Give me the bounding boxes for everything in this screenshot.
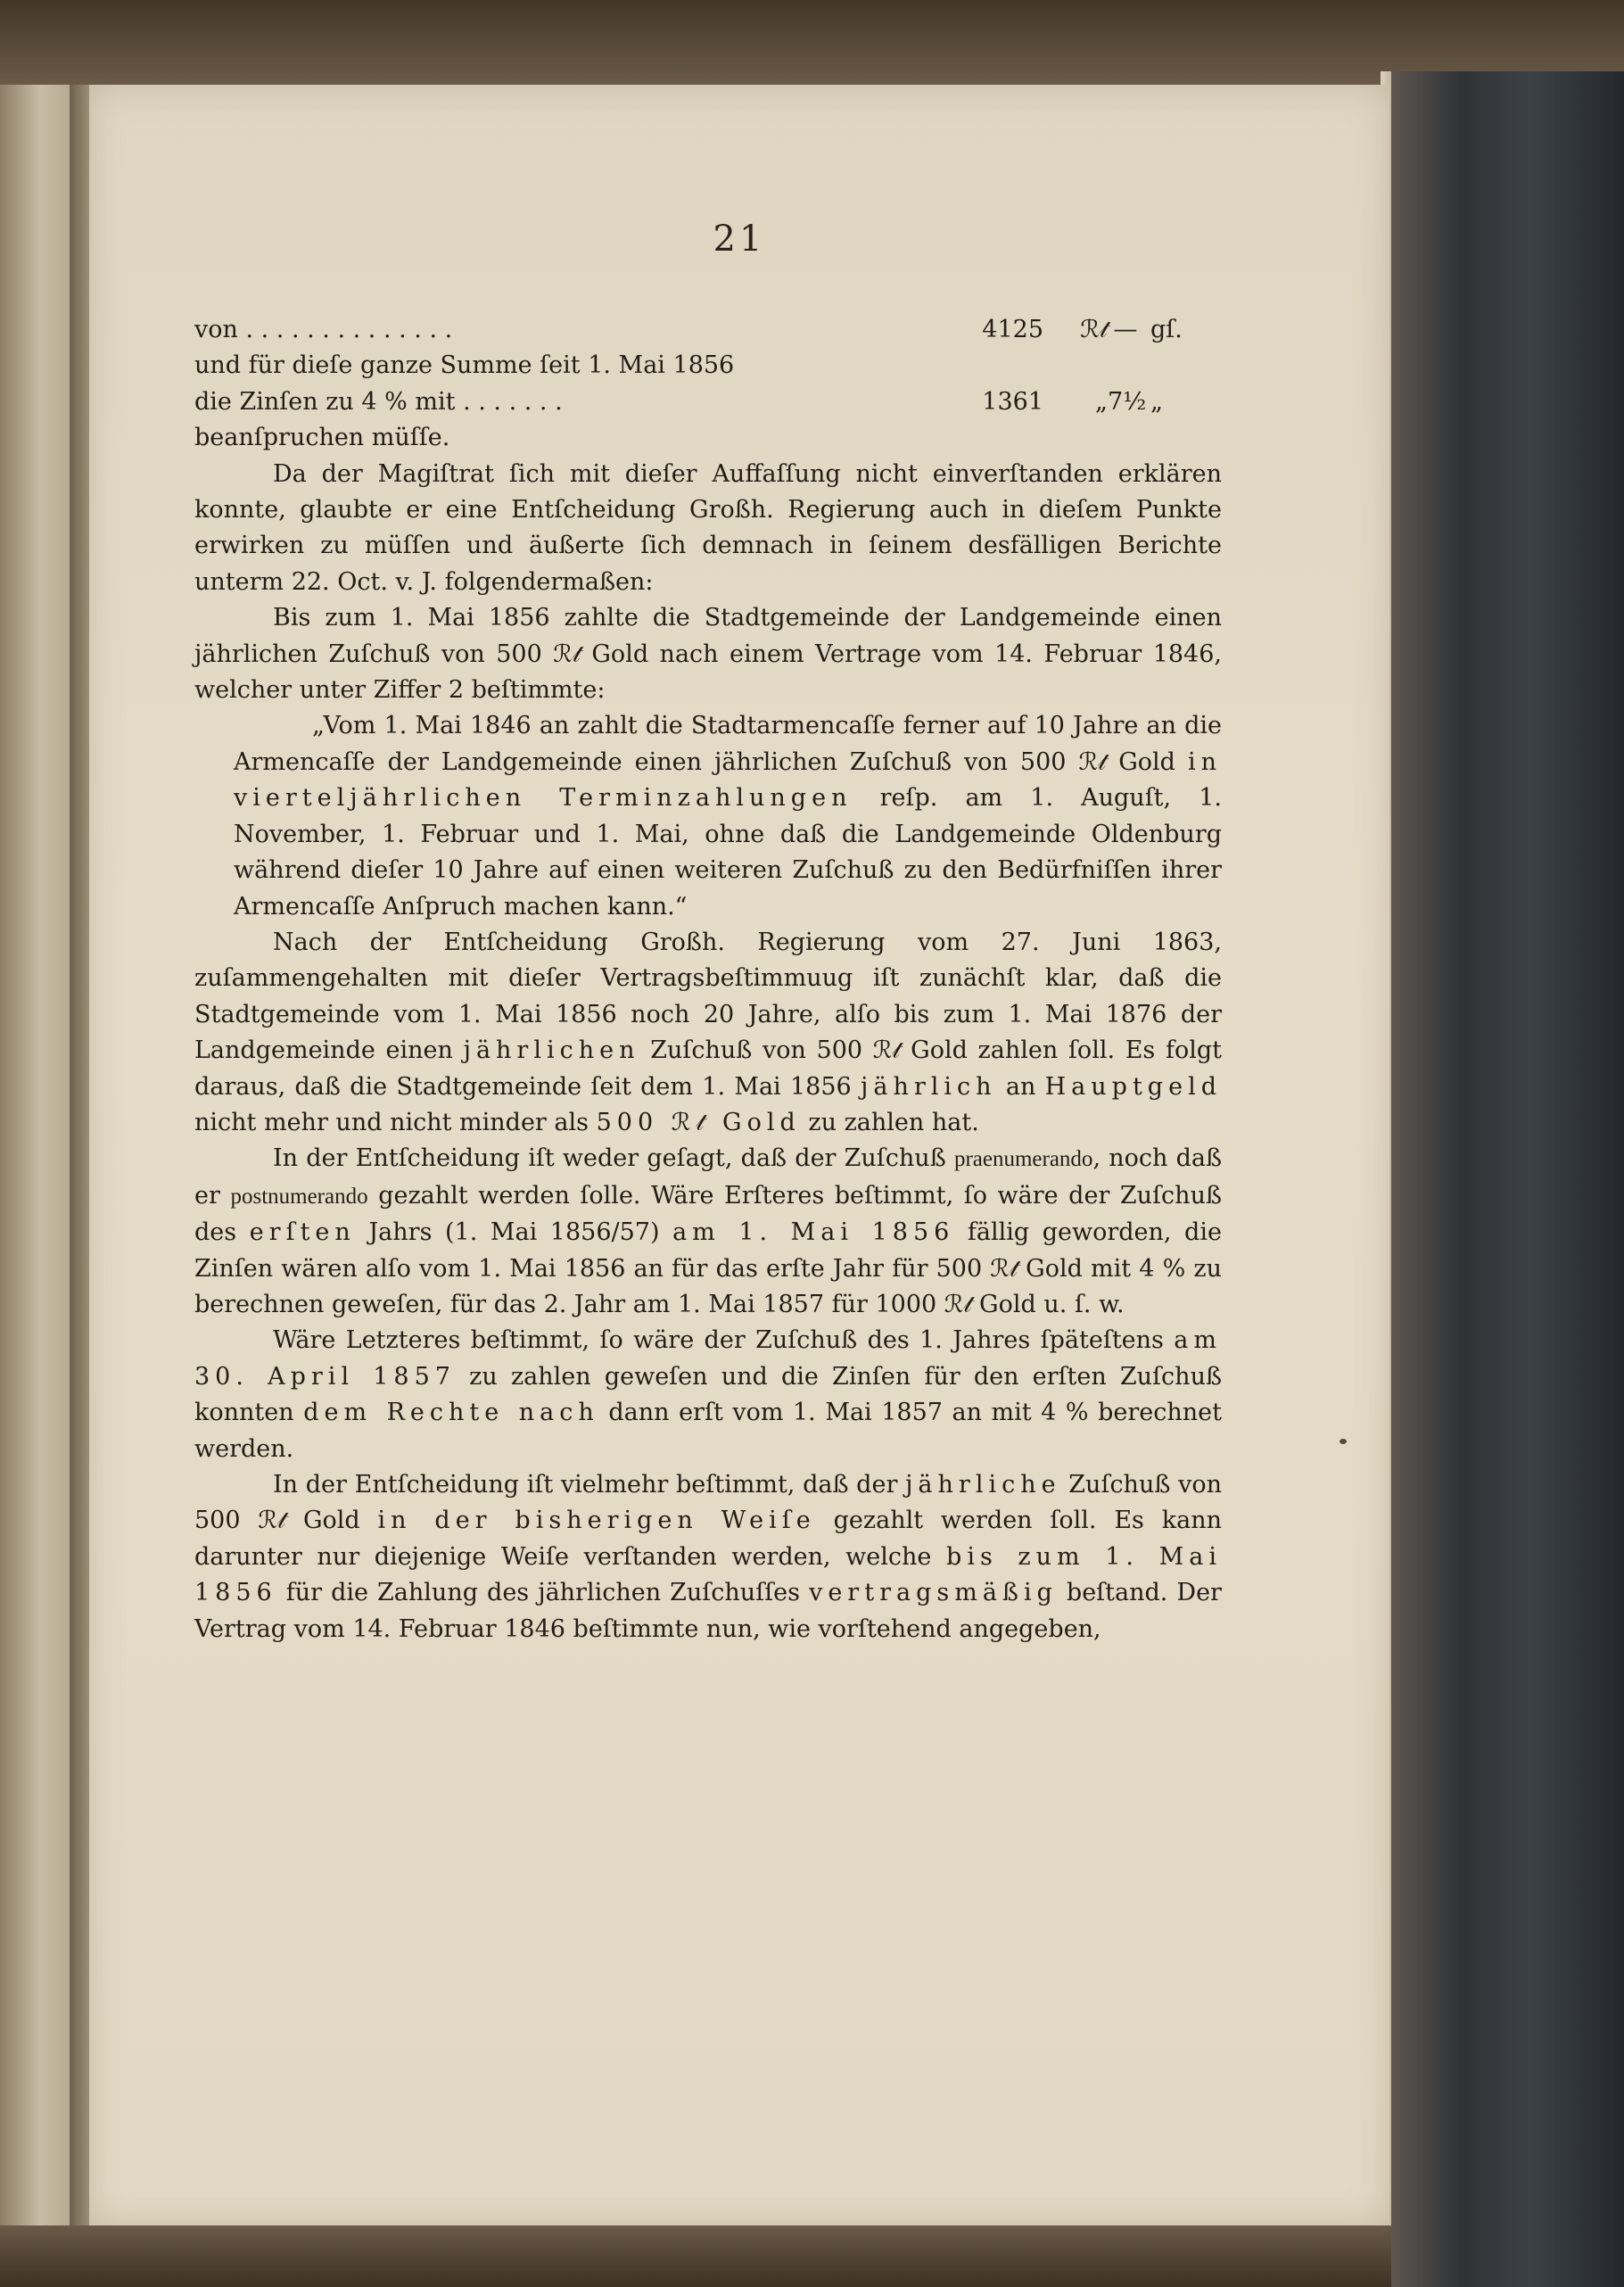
sum-groschen: gſ.: [1150, 316, 1183, 343]
text-run: an: [1005, 1072, 1036, 1101]
emphasis: am 1. Mai 1856: [672, 1218, 955, 1247]
currency-symbol: ℛ𝓉: [1080, 316, 1108, 343]
text-run: In der Entſcheidung iſt vielmehr beſtimmt, daß der: [273, 1471, 898, 1499]
emphasis: vertragsmäßig: [809, 1579, 1058, 1607]
emphasis: jährlich: [861, 1072, 997, 1101]
latin-term: postnumerando: [230, 1184, 368, 1209]
paragraph-5: [194, 1323, 1222, 1467]
text-run: gezahlt werden ſoll. Es kann darunter nur diejenige Weiſe verſtanden werden, welche: [194, 1507, 1222, 1571]
book-cover-spine: [1391, 71, 1624, 2287]
text-run: , noch daß er: [194, 1144, 1222, 1210]
emphasis: dem Rechte nach: [303, 1399, 599, 1427]
sum-line-1: [194, 312, 1222, 348]
ditto-mark: „: [1150, 387, 1163, 416]
sum-dash: —: [1113, 316, 1138, 343]
emphasis: jährliche: [905, 1471, 1061, 1499]
text-run: Nach der Entſcheidung Großh. Regierung vom 27. Juni 1863, zuſammengehalten mit dieſer Vertragsbeſtimmuug iſt zunächſt klar, daß die Stadtgemeinde vom 1. Mai 1856 noch 20 Jahre, alſo bis zum 1. Mai 1876 der Landgemeinde einen: [194, 928, 1222, 1065]
emphasis: bis zum 1. Mai 1856: [194, 1542, 1222, 1607]
left-page-edge: [0, 85, 80, 2225]
text-run: zu zahlen hat.: [808, 1108, 979, 1136]
emphasis: am 30. April 1857: [194, 1326, 1222, 1391]
text-run: beſtand. Der Vertrag vom 14. Februar 1846 beſtimmte nun, wie vorſtehend angegeben,: [194, 1579, 1222, 1643]
sum-amount: 4125: [982, 316, 1043, 343]
sum-groschen-value: 7½: [1108, 387, 1147, 416]
book-page: [89, 85, 1389, 2225]
quote-emphasis: in vierteljährlichen Terminzahlungen: [234, 747, 1222, 813]
text-run: Zuſchuß von 500 ℛ𝓉 Gold zahlen ſoll. Es folgt daraus, daß die Stadtgemeinde ſeit dem 1. Mai 1856: [194, 1036, 1222, 1101]
text-run: gezahlt werden ſolle. Wäre Erſteres beſtimmt, ſo wäre der Zuſchuß des: [194, 1181, 1222, 1247]
background-bottom: [0, 2225, 1391, 2287]
paragraph-4: [194, 1141, 1222, 1323]
text-run: nicht mehr und nicht minder als: [194, 1108, 589, 1136]
text-run: Wäre Letzteres beſtimmt, ſo wäre der Zuſchuß des 1. Jahres ſpäteſtens: [273, 1326, 1164, 1355]
emphasis: Hauptgeld: [1044, 1072, 1222, 1101]
text-run: dann erſt vom 1. Mai 1857 an mit 4 % berechnet werden.: [194, 1399, 1222, 1463]
sum-line-4: [194, 420, 1222, 456]
sum-label: die Zinſen zu 4 % mit . . . . . . .: [194, 387, 563, 416]
text-run: fällig geworden, die Zinſen wären alſo vom 1. Mai 1856 an für das erſte Jahr für 500 ℛ𝓉 Gold mit 4 % zu berechnen geweſen, für das 2. Jahr am 1. Mai 1857 für 1000 ℛ𝓉 Gold u. ſ. w.: [194, 1218, 1222, 1318]
text-run: Zuſchuß von 500 ℛ𝓉 Gold: [194, 1471, 1222, 1535]
paragraph-2: Bis zum 1. Mai 1856 zahlte die Stadtgemeinde der Landgemeinde einen jährlichen Zuſchuß von 500 ℛ𝓉 Gold nach einem Vertrage vom 14. Februar 1846, welcher unter Ziffer 2 beſtimmte:: [194, 604, 1222, 705]
sum-label: beanſpruchen müſſe.: [194, 424, 450, 452]
page-text: [194, 312, 1222, 1647]
sum-label: und für dieſe ganze Summe ſeit 1. Mai 1856: [194, 351, 735, 380]
latin-term: praenumerando: [953, 1147, 1093, 1172]
emphasis: jährlichen: [463, 1036, 640, 1065]
quote-paragraph: [234, 708, 1222, 924]
emphasis: in der bisherigen Weiſe: [377, 1507, 816, 1535]
page-number: 21: [713, 219, 766, 260]
paragraph-3: [194, 925, 1222, 1141]
quote-text: reſp. am 1. Auguſt, 1. November, 1. Februar und 1. Mai, ohne daß die Landgemeinde Oldenburg während dieſer 10 Jahre auf einen weiteren Zuſchuß zu den Bedürfniſſen ihrer Armencaſſe Anſpruch machen kann.“: [234, 784, 1222, 921]
sum-line-2: [194, 348, 1222, 384]
text-run: Jahrs (1. Mai 1856/57): [368, 1218, 660, 1247]
quote-text: „Vom 1. Mai 1846 an zahlt die Stadtarmencaſſe ferner auf 10 Jahre an die Armencaſſe der Landgemeinde einen jährlichen Zuſchuß von 500 ℛ𝓉 Gold: [234, 712, 1222, 776]
paragraph-1: Da der Magiſtrat ſich mit dieſer Auffaſſung nicht einverſtanden erklären konnte, glaubte er eine Entſcheidung Großh. Regierung auch in dieſem Punkte erwirken zu müſſen und äußerte ſich demnach in ſeinem desfälligen Berichte unterm 22. Oct. v. J. folgendermaßen:: [194, 459, 1222, 596]
text-run: für die Zahlung des jährlichen Zuſchuſſes: [285, 1579, 801, 1607]
paragraph-6: [194, 1467, 1222, 1647]
sum-label: von . . . . . . . . . . . . . .: [194, 316, 453, 343]
contract-quote: [234, 708, 1222, 924]
sum-line-3: [194, 384, 1222, 420]
sum-amount: 1361: [982, 387, 1043, 416]
emphasis: erſten: [249, 1218, 356, 1247]
text-run: In der Entſcheidung iſt weder geſagt, daß der Zuſchuß: [273, 1144, 946, 1173]
ditto-mark: „: [1095, 387, 1108, 416]
text-run: zu zahlen geweſen und die Zinſen für den erſten Zuſchuß konnten: [194, 1362, 1222, 1427]
emphasis: 500 ℛ𝓉 Gold: [596, 1108, 801, 1136]
margin-speck: [1340, 1439, 1347, 1444]
